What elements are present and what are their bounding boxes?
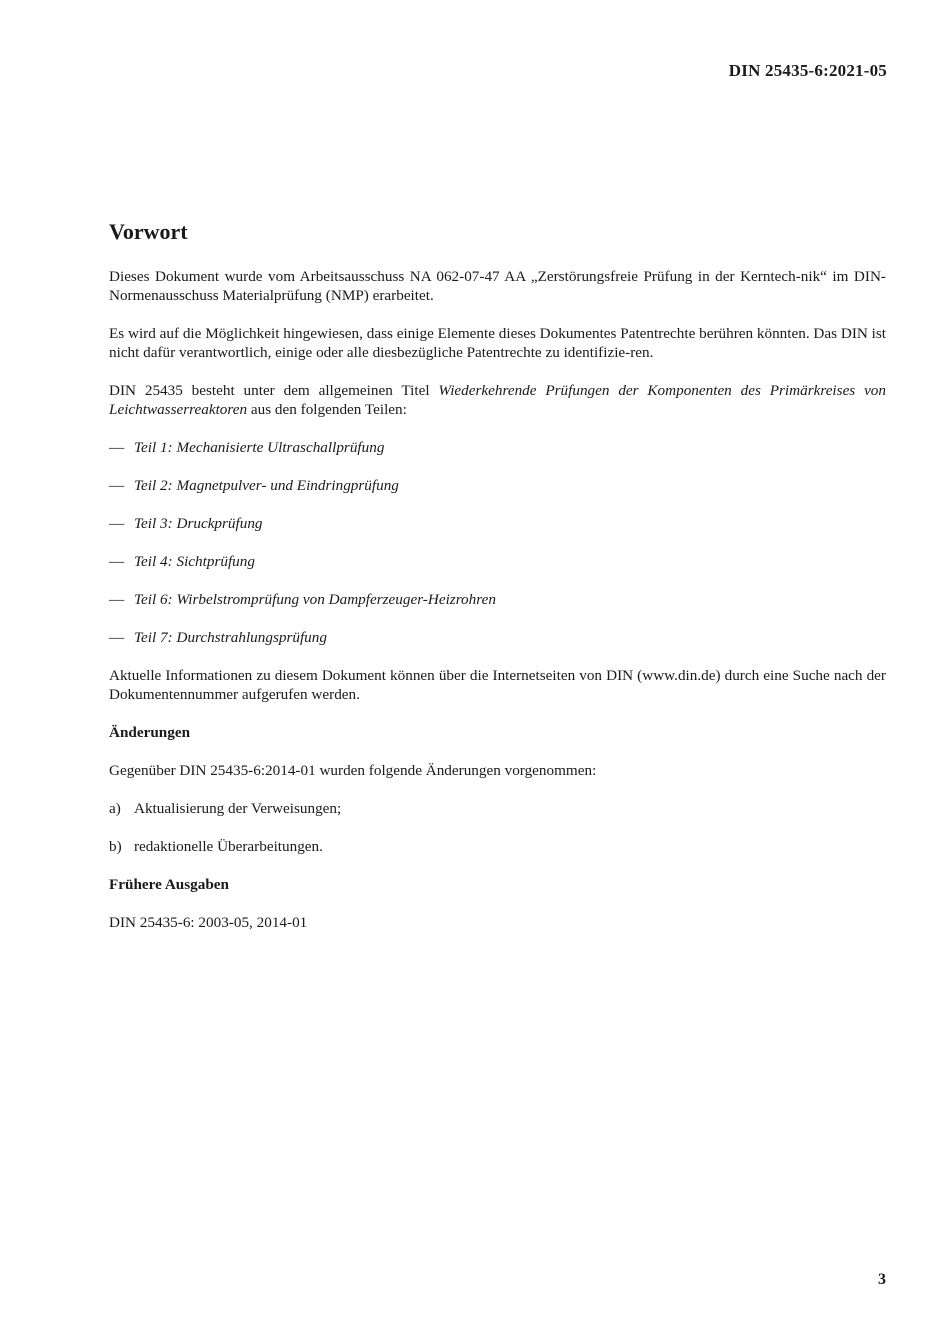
part-label: Teil 1: Mechanisierte Ultraschallprüfung [134, 439, 385, 456]
parts-list [109, 438, 886, 647]
parts-intro-suffix: aus den folgenden Teilen: [247, 401, 407, 418]
change-text: Aktualisierung der Verweisungen; [134, 800, 342, 817]
dash-marker: — [109, 591, 125, 608]
list-item [109, 590, 886, 609]
changes-intro: Gegenüber DIN 25435-6:2014-01 wurden folgende Änderungen vorgenommen: [109, 762, 597, 779]
list-item [109, 837, 886, 856]
previous-editions-heading: Frühere Ausgaben [109, 876, 229, 893]
item-marker: a) [109, 800, 121, 817]
foreword-paragraph-parts-intro [109, 381, 886, 419]
part-label: Teil 3: Druckprüfung [134, 515, 263, 532]
foreword-paragraph-patents: Es wird auf die Möglichkeit hingewiesen, dass einige Elemente dieses Dokumentes Patentrechte berühren könnten. Das DIN ist nicht dafür verantwortlich, einige oder alle diesbezügliche Patentrechte zu identifizie-ren. [109, 325, 886, 361]
document-id-header: DIN 25435-6:2021-05 [728, 61, 887, 80]
change-text: redaktionelle Überarbeitungen. [134, 838, 323, 855]
page-content [109, 218, 886, 951]
series-title: Wiederkehrende Prüfungen der Komponenten des Primärkreises von Leichtwasserreaktoren [109, 382, 886, 418]
dash-marker: — [109, 439, 125, 456]
part-label: Teil 4: Sichtprüfung [134, 553, 255, 570]
list-item [109, 476, 886, 495]
foreword-paragraph-info: Aktuelle Informationen zu diesem Dokument können über die Internetseiten von DIN (www.din.de) durch eine Suche nach der Dokumentennummer aufgerufen werden. [109, 667, 886, 703]
foreword-title: Vorwort [109, 219, 188, 244]
dash-marker: — [109, 553, 125, 570]
item-marker: b) [109, 838, 122, 855]
parts-intro-prefix: DIN 25435 besteht unter dem allgemeinen Titel [109, 382, 439, 399]
changes-heading: Änderungen [109, 724, 191, 741]
list-item [109, 514, 886, 533]
list-item [109, 438, 886, 457]
dash-marker: — [109, 515, 125, 532]
changes-list [109, 799, 886, 856]
dash-marker: — [109, 629, 125, 646]
previous-editions-text: DIN 25435-6: 2003-05, 2014-01 [109, 914, 308, 931]
part-label: Teil 6: Wirbelstromprüfung von Dampferzeuger-Heizrohren [134, 591, 496, 608]
dash-marker: — [109, 477, 125, 494]
list-item [109, 552, 886, 571]
part-label: Teil 7: Durchstrahlungsprüfung [134, 629, 327, 646]
part-label: Teil 2: Magnetpulver- und Eindringprüfung [134, 477, 399, 494]
page-number: 3 [878, 1271, 886, 1288]
list-item [109, 628, 886, 647]
foreword-paragraph-committee: Dieses Dokument wurde vom Arbeitsausschuss NA 062-07-47 AA „Zerstörungsfreie Prüfung in der Kerntech-nik“ im DIN-Normenausschuss Materialprüfung (NMP) erarbeitet. [109, 268, 886, 304]
list-item [109, 799, 886, 818]
